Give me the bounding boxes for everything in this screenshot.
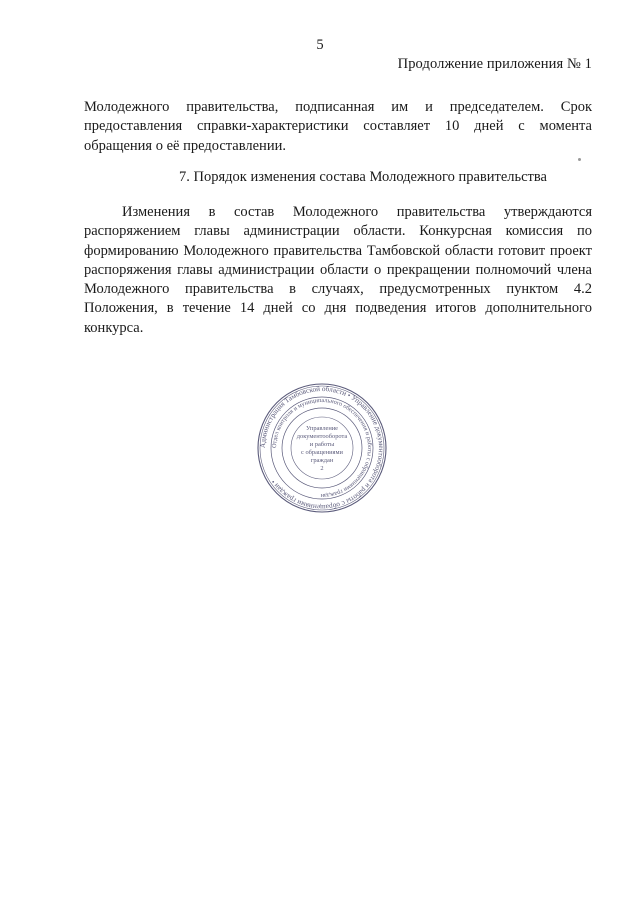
seal-graphic [257, 383, 387, 513]
seal-outer-text: Администрация Тамбовской области • Управление документооборота и работы с обращениями граждан • [258, 384, 386, 512]
appendix-continuation-note: Продолжение приложения № 1 [397, 56, 592, 72]
seal-center-line-3: и работы [309, 441, 335, 448]
seal-center-line-1: Управление [305, 425, 339, 432]
official-seal-stamp [257, 383, 387, 513]
seal-center-line-5: граждан [310, 457, 334, 464]
section-heading: 7. Порядок изменения состава Молодежного правительства [179, 169, 547, 185]
seal-center-line-4: с обращениями [301, 449, 343, 456]
seal-center-number: 2 [320, 465, 324, 472]
paragraph-membership-changes: Изменения в состав Молодежного правительства утверждаются распоряжением главы администрации области. Конкурсная комиссия по формированию Молодежного правительства Тамбовской области готовит проект распоряжения главы администрации области о прекращении полномочий члена Молодежного правительства в случаях, предусмотренных пунктом 4.2 Положения, в течение 14 дней со дня подведения итогов дополнительного конкурса. [84, 204, 592, 336]
seal-middle-text: Отдел контроля и муниципального обеспечения и работы с обращениями граждан [270, 396, 374, 500]
scan-dot [578, 158, 581, 161]
page-number: 5 [316, 37, 324, 53]
seal-center-line-2: документооборота [296, 433, 348, 440]
paragraph-continuation: Молодежного правительства, подписанная им и председателем. Срок предоставления справки-характеристики составляет 10 дней с момента обращения о её предоставлении. [84, 99, 592, 154]
